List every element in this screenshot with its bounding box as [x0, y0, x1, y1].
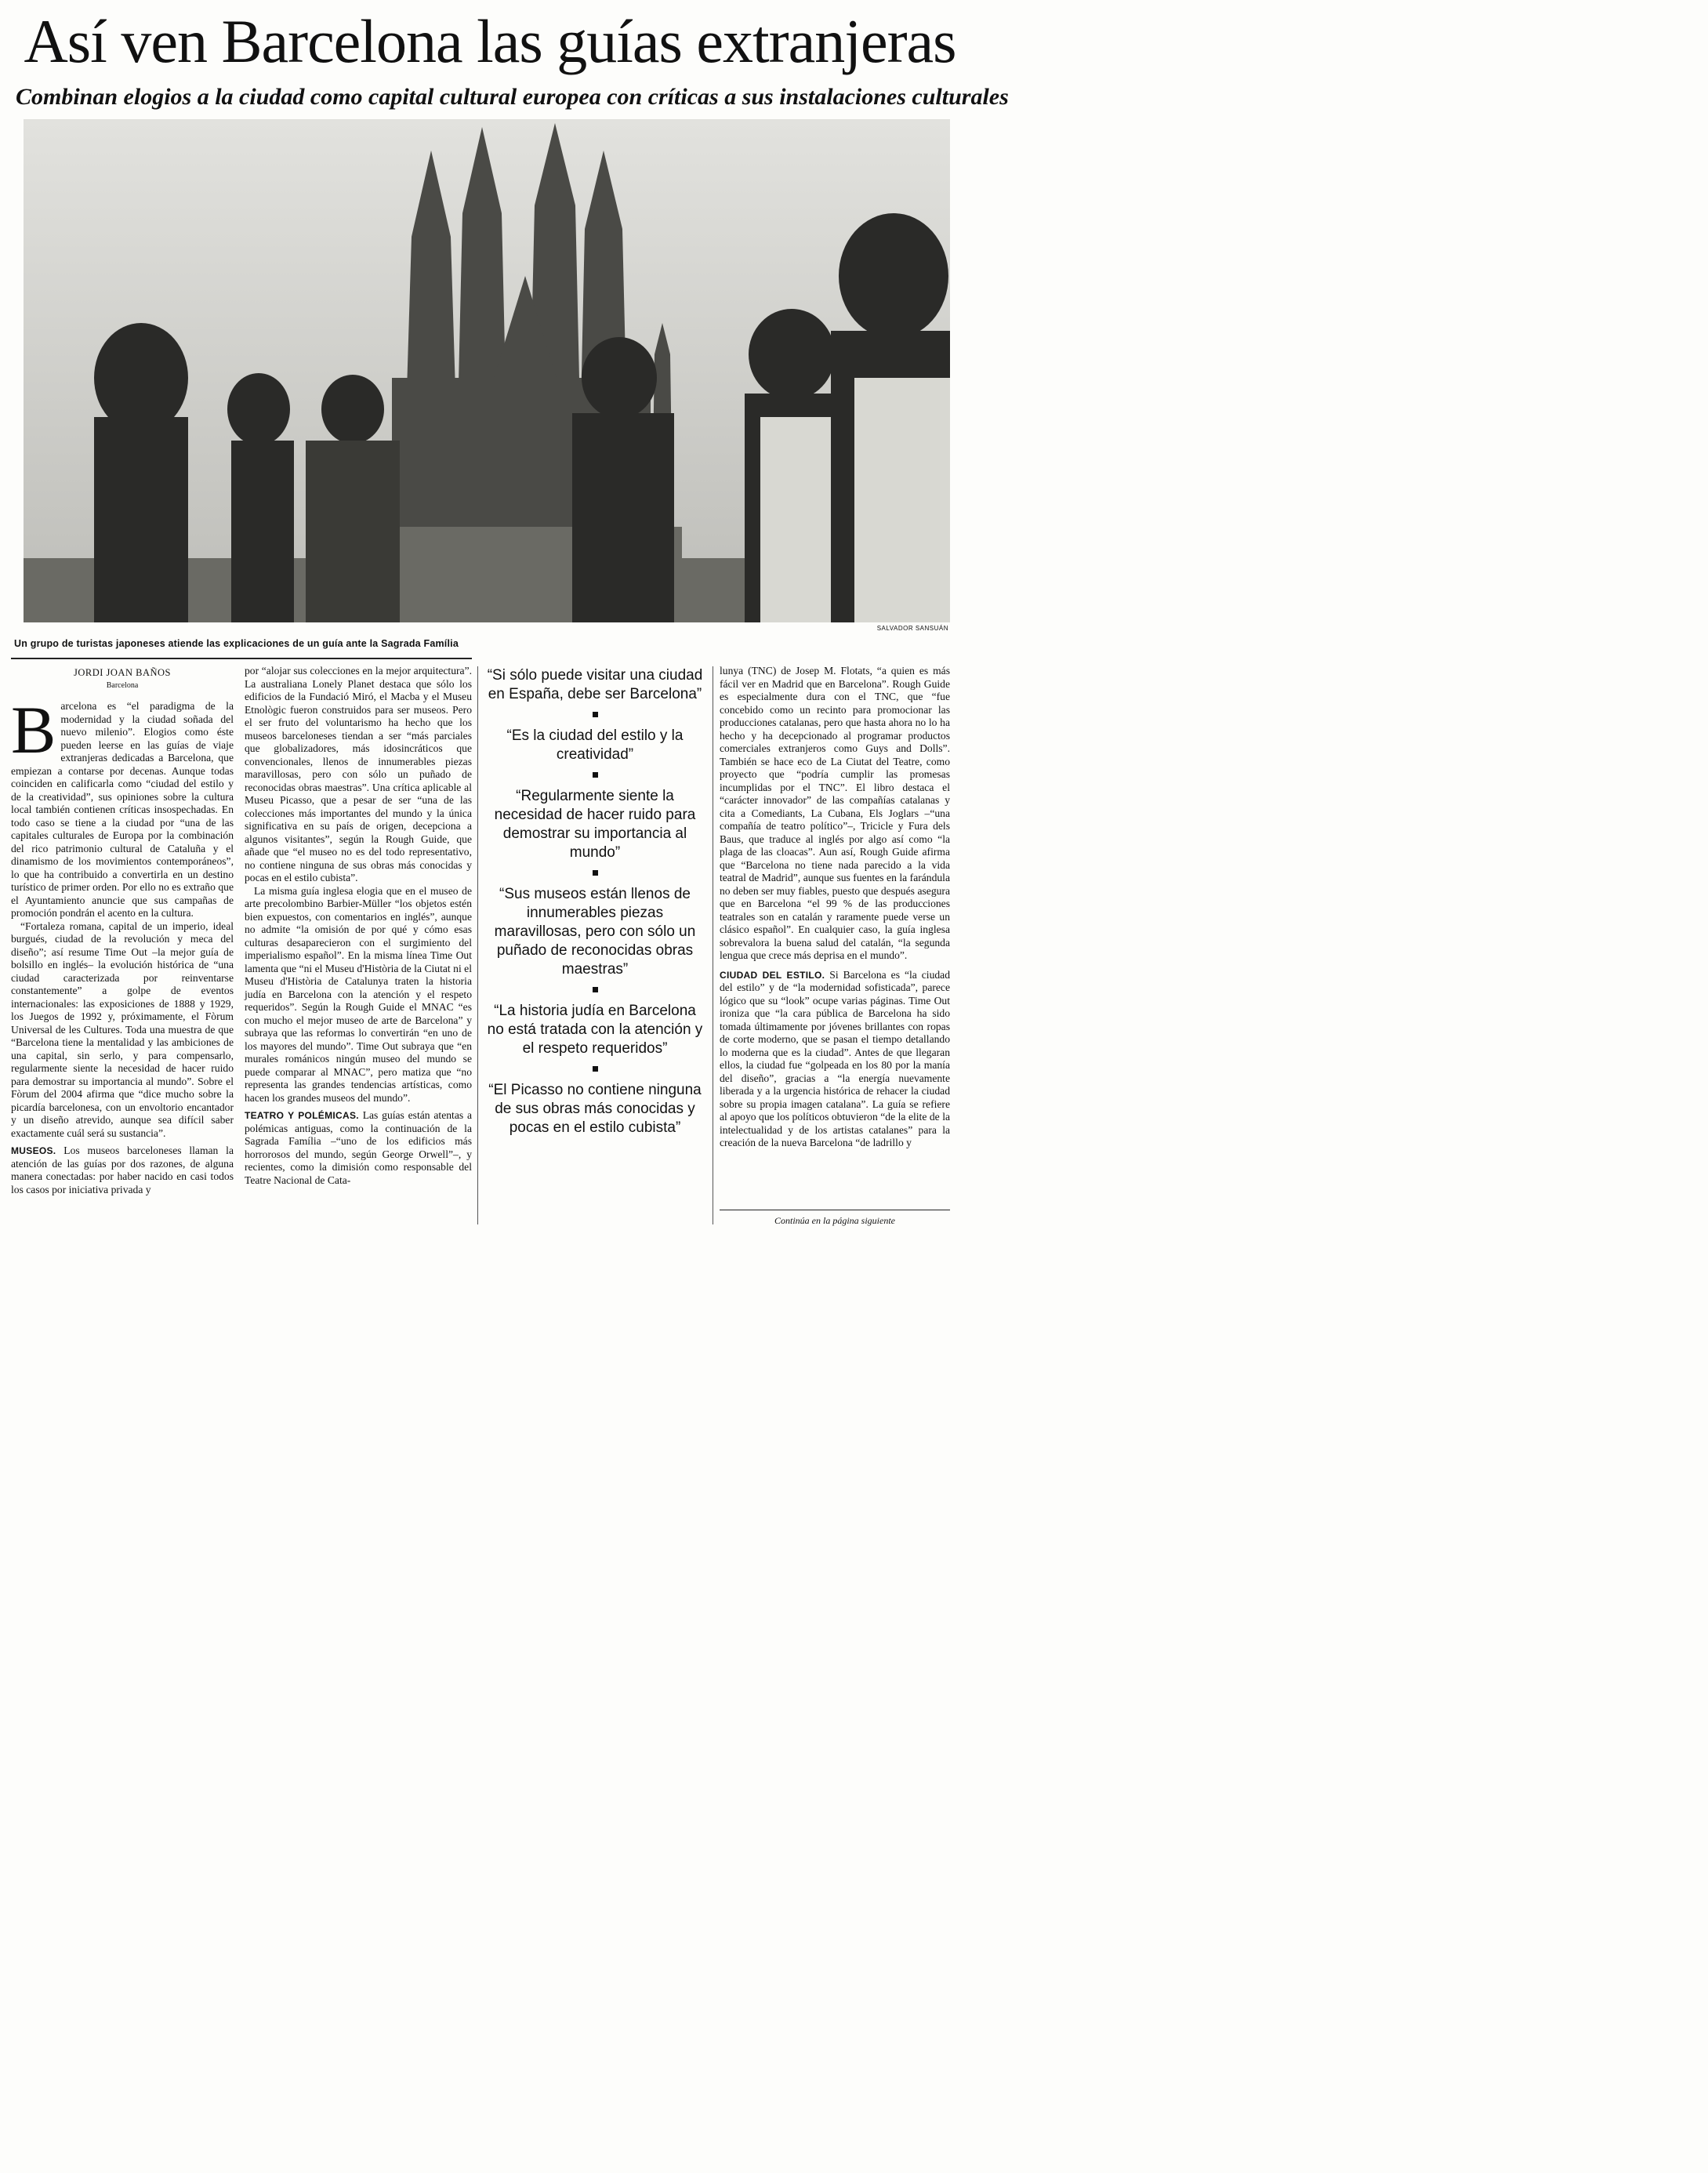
square-bullet-icon — [593, 772, 598, 778]
pull-quote: “Si sólo puede visitar una ciudad en España, debe ser Barcelona” — [487, 667, 703, 702]
paragraph: Si Barcelona es “la ciudad del estilo” y de “la modernidad sofisticada”, parece lógico que su “look” ocupe varias páginas. Time Out ironiza que “la cara pública de Barcelona ha sido tomada últimamente por jóvenes brillantes con ropas de corte moderno, que se pasan el tiempo detallando lo moderna que es la ciudad”. Antes de que llegaran ellos, la ciudad fue “golpeada en los 80 por la manía del diseño”, gracias a “la energía nuevamente liberada y a la urgencia histórica de rehacer la ciudad sobre su propia imagen catalana”. La guía se refiere al apoyo que los políticos obtuvieron “de la elite de la intelectualidad y de los artistas catalanes” para la creación de la nueva Barcelona “de ladrillo y — [720, 968, 950, 1148]
caption-rule — [11, 658, 472, 659]
continued-note: Continúa en la página siguiente — [774, 1215, 895, 1226]
pull-quotes — [484, 666, 705, 1137]
paragraph: Los museos barceloneses llaman la atención de las guías por dos razones, de alguna manera conectadas: por haber nacido en casi todos los casos por iniciativa privada y — [11, 1145, 234, 1195]
photo-sagrada-familia — [24, 119, 950, 622]
paragraph: “Fortaleza romana, capital de un imperio, ideal burgués, ciudad de la revolución y meca del diseño”; así resume Time Out –la mejor guía de bolsillo en inglés– la evolución histórica de “una ciudad caracterizada por reinventarse constantemente” a golpe de eventos internacionales: las exposiciones de 1888 y 1929, los Juegos de 1992 y, próximamente, el Fòrum Universal de les Cultures. Toda una muestra de que “Barcelona tiene la mentalidad y las ambiciones de una capital, sin serlo, y para compensarlo, regularmente siente la necesidad de hacer ruido para demostrar su importancia al mundo”. Sobre el Fòrum del 2004 afirma que “dice mucho sobre la picardía barcelonesa, con un envoltorio encantador y un diseño atrevido, aunque sea difícil saber exactamente cuál será su sustancia”. — [11, 920, 234, 1139]
article-column-2 — [245, 665, 472, 1187]
pull-quote: “La historia judía en Barcelona no está tratada con la atención y el respeto requeridos” — [487, 1003, 703, 1057]
square-bullet-icon — [593, 712, 598, 717]
pull-quote: “El Picasso no contiene ninguna de sus obras más conocidas y pocas en el estilo cubista” — [488, 1082, 702, 1136]
square-bullet-icon — [593, 987, 598, 992]
pull-quote: “Es la ciudad del estilo y la creatividad” — [506, 727, 684, 763]
headline: Así ven Barcelona las guías extranjeras — [24, 7, 956, 75]
article-column-4 — [720, 665, 950, 1150]
photo-illustration — [24, 119, 950, 622]
column-rule — [477, 666, 478, 1224]
pull-quote: “Regularmente siente la necesidad de hacer ruido para demostrar su importancia al mundo” — [494, 788, 696, 861]
section-heading-teatro: TEATRO Y POLÉMICAS. — [245, 1110, 359, 1121]
drop-cap: B — [11, 692, 56, 767]
section-heading-estilo: CIUDAD DEL ESTILO. — [720, 969, 825, 981]
paragraph: por “alojar sus colecciones en la mejor arquitectura”. La australiana Lonely Planet destaca que sólo los edificios de la Fundació Miró, el Macba y el Museu Etnològic fueron construidos para ser museos. Pero el ser fruto del voluntarismo ha hecho que los museos barceloneses tiendan a ser “más parciales que globalizadores, más idosincráticos que convencionales, llenos de innumerables piezas maravillosas, pero con sólo un puñado de reconocidas obras maestras”. Una crítica aplicable al Museu Picasso, que a pesar de ser “una de las colecciones más importantes del mundo y la única significativa en su país de origen, decepciona a algunos visitantes”, según la Rough Guide, que añade que “el museo no es del todo representativo, no contiene ninguna de sus obras más conocidas y pocas en el estilo cubista”. — [245, 665, 472, 883]
byline-author: JORDI JOAN BAÑOS — [74, 667, 171, 678]
square-bullet-icon — [593, 1066, 598, 1072]
photo-credit: SALVADOR SANSUÁN — [876, 625, 948, 632]
section-heading-museos: MUSEOS. — [11, 1145, 56, 1156]
paragraph: Las guías están atentas a polémicas antiguas, como la continuación de la Sagrada Família –“uno de los edificios más horrorosos del mundo, según George Orwell”–, y recientes, como la dimisión como responsable del Teatre Nacional de Cata- — [245, 1109, 472, 1186]
pull-quote: “Sus museos están llenos de innumerables piezas maravillosas, pero con sólo un puñado de reconocidas obras maestras” — [494, 886, 696, 978]
byline-place: Barcelona — [106, 680, 139, 690]
photo-caption: Un grupo de turistas japoneses atiende las explicaciones de un guía ante la Sagrada Família — [14, 638, 459, 649]
paragraph: La misma guía inglesa elogia que en el museo de arte precolombino Barbier-Müller “los objetos estén bien expuestos, con comentarios en inglés”, aunque no admite “la omisión de por qué y cómo esas culturas desaparecieron con el surgimiento del imperialismo español”. En la misma línea Time Out lamenta que “ni el Museu d'Història de la Ciutat ni el Museu d'Història de Catalunya traten la historia judía en Barcelona con la atención y el respeto requeridos”. Según la Rough Guide el MNAC “es con mucho el mejor museo de arte de Barcelona” y subraya que las reformas lo convertirán “en uno de los mayores del mundo”. Time Out subraya que “en murales románicos ningún museo del mundo se puede comparar al MNAC”, pero matiza que “no representa las grandes tendencias artísticas, como hacen los grandes museos del mundo”. — [245, 884, 472, 1104]
square-bullet-icon — [593, 870, 598, 876]
paragraph: arcelona es “el paradigma de la modernidad y la ciudad soñada del nuevo milenio”. Elogios como éste pueden leerse en las guías de viaje extranjeras dedicadas a Barcelona, que empiezan a contarse por decenas. Aunque todas coinciden en calificarla como “ciudad del estilo y de la creatividad”, sus opiniones sobre la cultura local también contienen críticas insospechadas. En todo caso se tiene a la ciudad por “una de las capitales culturales de Europa por la combinación del rico patrimonio cultural de Cataluña y el dinamismo de los movimientos contemporáneos”, lo que ha contribuido a convertirla en un destino turístico de primer orden. Por ello no es extraño que el Ayuntamiento anuncie que sus campañas de promoción pondrán el acento en la cultura. — [11, 700, 234, 919]
article-column-1 — [11, 665, 234, 1196]
paragraph: lunya (TNC) de Josep M. Flotats, “a quien es más fácil ver en Madrid que en Barcelona”. Rough Guide es especialmente dura con el TNC, que “fue concebido como un recinto para promocionar las producciones catalanas, pero que hasta ahora no lo ha hecho y ha decepcionado al programar productos comerciales extranjeros como Guys and Dolls”. También se hace eco de La Ciutat del Teatre, como proyecto que “podría cumplir las promesas incumplidas por el TNC”. El libro destaca el “carácter innovador” de las compañías catalanas y cita a Comediants, La Cubana, Els Joglars –“una compañía de teatro político”–, Tricicle y Fura dels Baus, que traduce al inglés por algo así como “la plaga de las cloacas”. Aun así, Rough Guide afirma que “Barcelona no tiene nada parecido a la vida teatral de Madrid”, aunque sus fuentes en la farándula no deben ser muy fiables, puesto que después asegura que en Barcelona “el 99 % de las producciones teatrales son en catalán y raramente puede verse un clásico español”. En cualquier caso, la guía inglesa sobrevalora la buena salud del catalán, “la segunda lengua que crece más deprisa en el mundo”. — [720, 665, 950, 961]
subheadline: Combinan elogios a la ciudad como capital cultural europea con críticas a sus instalaciones culturales — [16, 84, 1009, 110]
